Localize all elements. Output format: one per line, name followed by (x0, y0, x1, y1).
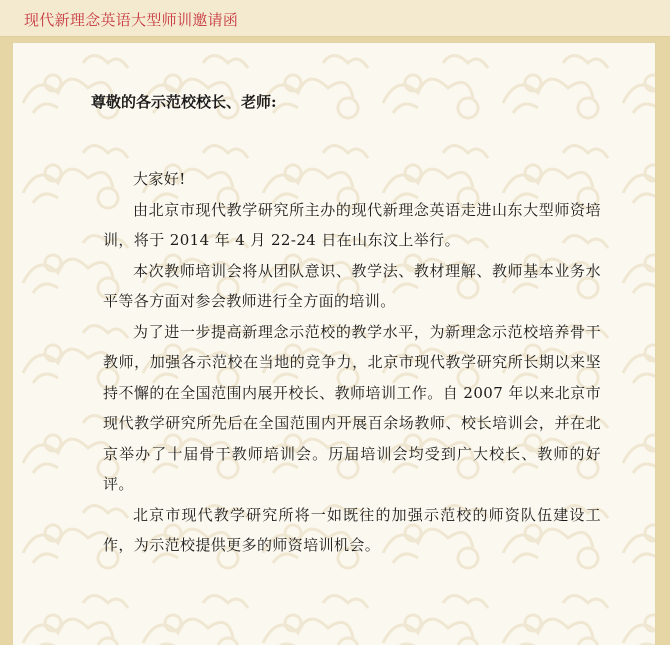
letter-panel (12, 42, 656, 645)
training-scope-paragraph: 本次教师培训会将从团队意识、教学法、教材理解、教师基本业务水平等各方面对参会教师进行全方面的培训。 (103, 261, 601, 310)
page-title: 现代新理念英语大型师训邀请函 (24, 11, 239, 29)
letter-body (91, 91, 601, 561)
salutation: 尊敬的各示范校校长、老师: (91, 93, 277, 111)
header-bar (0, 0, 670, 37)
closing-paragraph: 北京市现代教学研究所将一如既往的加强示范校的师资队伍建设工作，为示范校提供更多的师资培训机会。 (103, 505, 601, 554)
intro-paragraph: 由北京市现代教学研究所主办的现代新理念英语走进山东大型师资培训，将于 2014 年 4 月 22-24 日在山东汶上举行。 (103, 200, 601, 249)
greeting-paragraph: 大家好! (133, 170, 186, 188)
history-paragraph: 为了进一步提高新理念示范校的教学水平，为新理念示范校培养骨干教师，加强各示范校在当地的竞争力，北京市现代教学研究所长期以来坚持不懈的在全国范围内展开校长、教师培训工作。自 2007 年以来北京市现代教学研究所先后在全国范围内开展百余场教师、校长培训会，并在北京举办了十届骨干教师培训会。历届培训会均受到广大校长、教师的好评。 (103, 322, 601, 493)
